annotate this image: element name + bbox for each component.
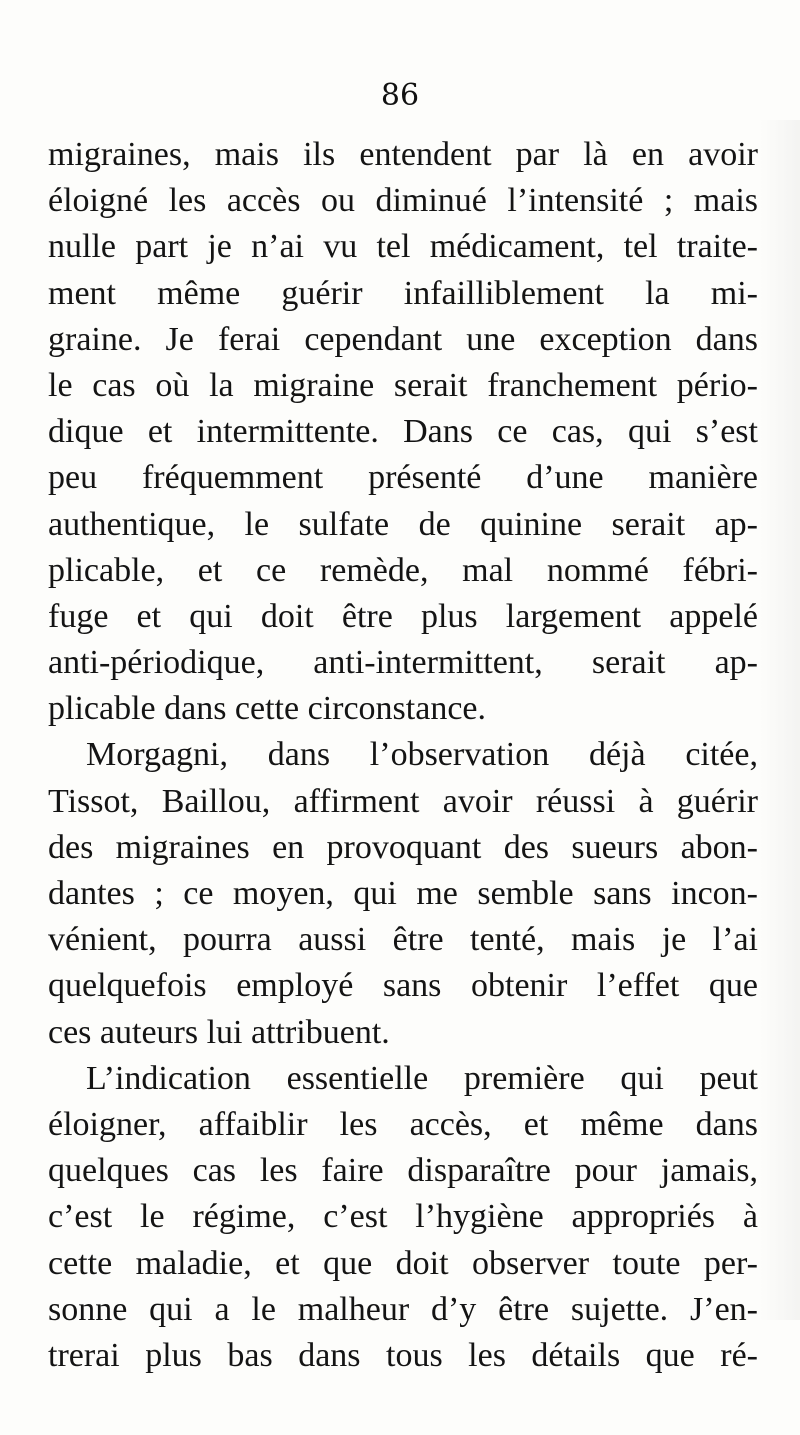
text-line: plicable dans cette circonstance. [48, 690, 486, 728]
text-line: Tissot, Baillou, affirment avoir réussi à guérir [48, 782, 758, 820]
text-line: Morgagni, dans l’observation déjà citée, [86, 736, 758, 774]
text-line: graine. Je ferai cependant une exception dans [48, 320, 758, 358]
text-line: des migraines en provoquant des sueurs abon- [48, 828, 758, 866]
page-number: 86 [380, 78, 420, 113]
text-line: dantes ; ce moyen, qui me semble sans incon- [48, 875, 758, 912]
text-line: quelquefois employé sans obtenir l’effet que [48, 967, 758, 1005]
text-line: L’indication essentielle première qui peut [86, 1059, 758, 1097]
body-text [48, 132, 758, 1379]
text-line: plicable, et ce remède, mal nommé fébri- [48, 551, 758, 589]
text-line: migraines, mais ils entendent par là en avoir [48, 136, 758, 173]
text-line: nulle part je n’ai vu tel médicament, tel traite- [48, 228, 758, 266]
text-line: ces auteurs lui attribuent. [48, 1013, 390, 1051]
text-line: authentique, le sulfate de quinine serait ap- [48, 505, 758, 543]
text-line: peu fréquemment présenté d’une manière [48, 459, 758, 497]
text-line: anti-périodique, anti-intermittent, serait ap- [48, 644, 758, 682]
text-line: sonne qui a le malheur d’y être sujette. J’en- [48, 1290, 758, 1328]
text-line: éloigné les accès ou diminué l’intensité ; mais [48, 182, 758, 220]
text-line: dique et intermittente. Dans ce cas, qui s’est [48, 413, 758, 451]
text-line: ment même guérir infailliblement la mi- [48, 274, 758, 312]
text-line: fuge et qui doit être plus largement appelé [48, 597, 758, 635]
text-line: éloigner, affaiblir les accès, et même dans [48, 1105, 758, 1143]
text-line: cette maladie, et que doit observer toute per- [48, 1244, 758, 1282]
text-line: quelques cas les faire disparaître pour jamais, [48, 1152, 758, 1190]
margin-shadow [760, 120, 800, 1320]
text-line: le cas où la migraine serait franchement pério- [48, 366, 758, 404]
text-line: trerai plus bas dans tous les détails que ré- [48, 1336, 758, 1374]
text-line: vénient, pourra aussi être tenté, mais je l’ai [48, 921, 758, 959]
text-line: c’est le régime, c’est l’hygiène appropriés à [48, 1198, 758, 1236]
